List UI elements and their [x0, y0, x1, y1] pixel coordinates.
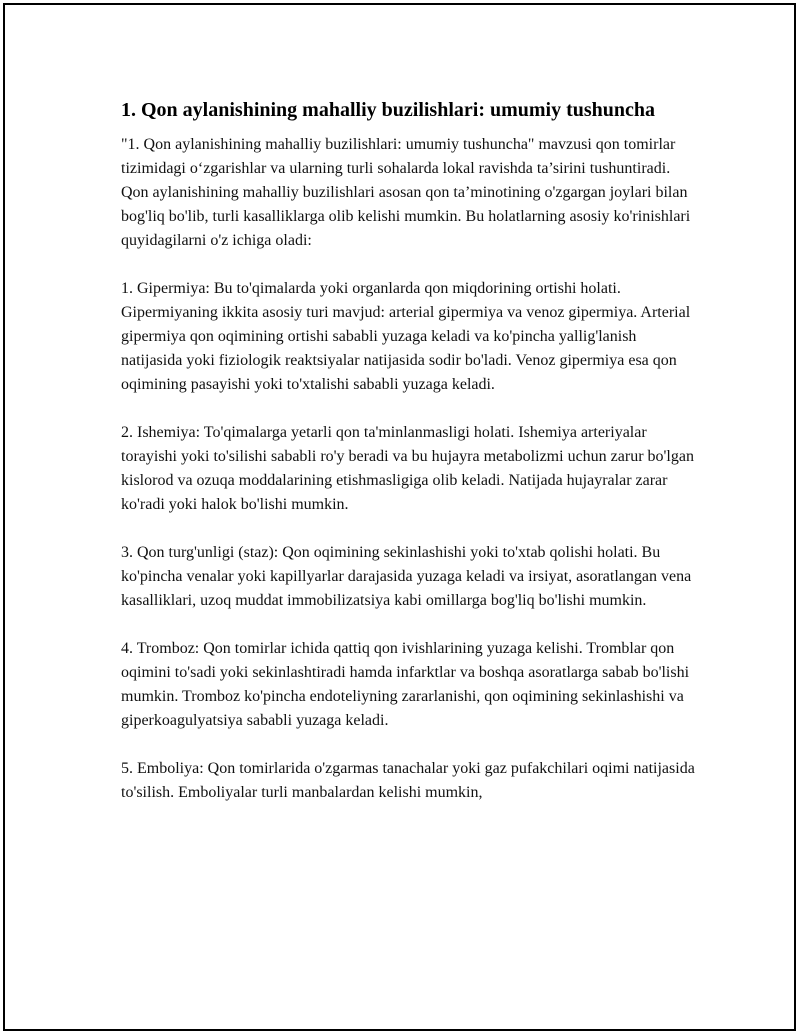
paragraph-staz: 3. Qon turg'unligi (staz): Qon oqimining sekinlashishi yoki to'xtab qolishi holati. Bu ko'pincha venalar yoki kapillyarlar darajasida yuzaga keladi va irsiyat, asoratlangan vena kasalliklari, uzoq muddat immobilizatsiya kabi omillarga bog'liq bo'lishi mumkin.: [121, 544, 692, 609]
intro-paragraph: "1. Qon aylanishining mahalliy buzilishlari: umumiy tushuncha" mavzusi qon tomirlar tizimidagi o‘zgarishlar va ularning turli sohalarda lokal ravishda ta’sirini tushuntiradi. Qon aylanishining mahalliy buzilishlari asosan qon ta’minotining o'zgargan joylari bilan bog'liq bo'lib, turli kasalliklarga olib kelishi mumkin. Bu holatlarning asosiy ko'rinishlari quyidagilarni o'z ichiga oladi:: [121, 136, 691, 249]
document-title: 1. Qon aylanishining mahalliy buzilishlari: umumiy tushuncha: [121, 99, 656, 121]
paragraph-tromboz: 4. Tromboz: Qon tomirlar ichida qattiq qon ivishlarining yuzaga kelishi. Tromblar qon oqimini to'sadi yoki sekinlashtiradi hamda infarktlar va boshqa asoratlarga sabab bo'lishi mumkin. Tromboz ko'pincha endoteliyning zararlanishi, qon oqimining sekinlashishi va giperkoagulyatsiya sababli yuzaga keladi.: [121, 640, 690, 729]
paragraph-ishemiya: 2. Ishemiya: To'qimalarga yetarli qon ta'minlanmasligi holati. Ishemiya arteriyalar torayishi yoki to'silishi sababli ro'y beradi va bu hujayra metabolizmi uchun zarur bo'lgan kislorod va ozuqa moddalarining etishmasligiga olib keladi. Natijada hujayralar zarar ko'radi yoki halok bo'lishi mumkin.: [121, 424, 694, 513]
page-frame: [3, 3, 796, 1031]
paragraph-emboliya: 5. Emboliya: Qon tomirlarida o'zgarmas tanachalar yoki gaz pufakchilari oqimi natijasida to'silish. Emboliyalar turli manbalardan kelishi mumkin,: [121, 760, 695, 801]
paragraph-gipermiya: 1. Gipermiya: Bu to'qimalarda yoki organlarda qon miqdorining ortishi holati. Gipermiyaning ikkita asosiy turi mavjud: arterial gipermiya va venoz gipermiya. Arterial gipermiya qon oqimining ortishi sababli yuzaga keladi va ko'pincha yallig'lanish natijasida yoki fiziologik reaktsiyalar natijasida sodir bo'ladi. Venoz gipermiya esa qon oqimining pasayishi yoki to'xtalishi sababli yuzaga keladi.: [121, 280, 691, 393]
document-body: [121, 97, 701, 805]
